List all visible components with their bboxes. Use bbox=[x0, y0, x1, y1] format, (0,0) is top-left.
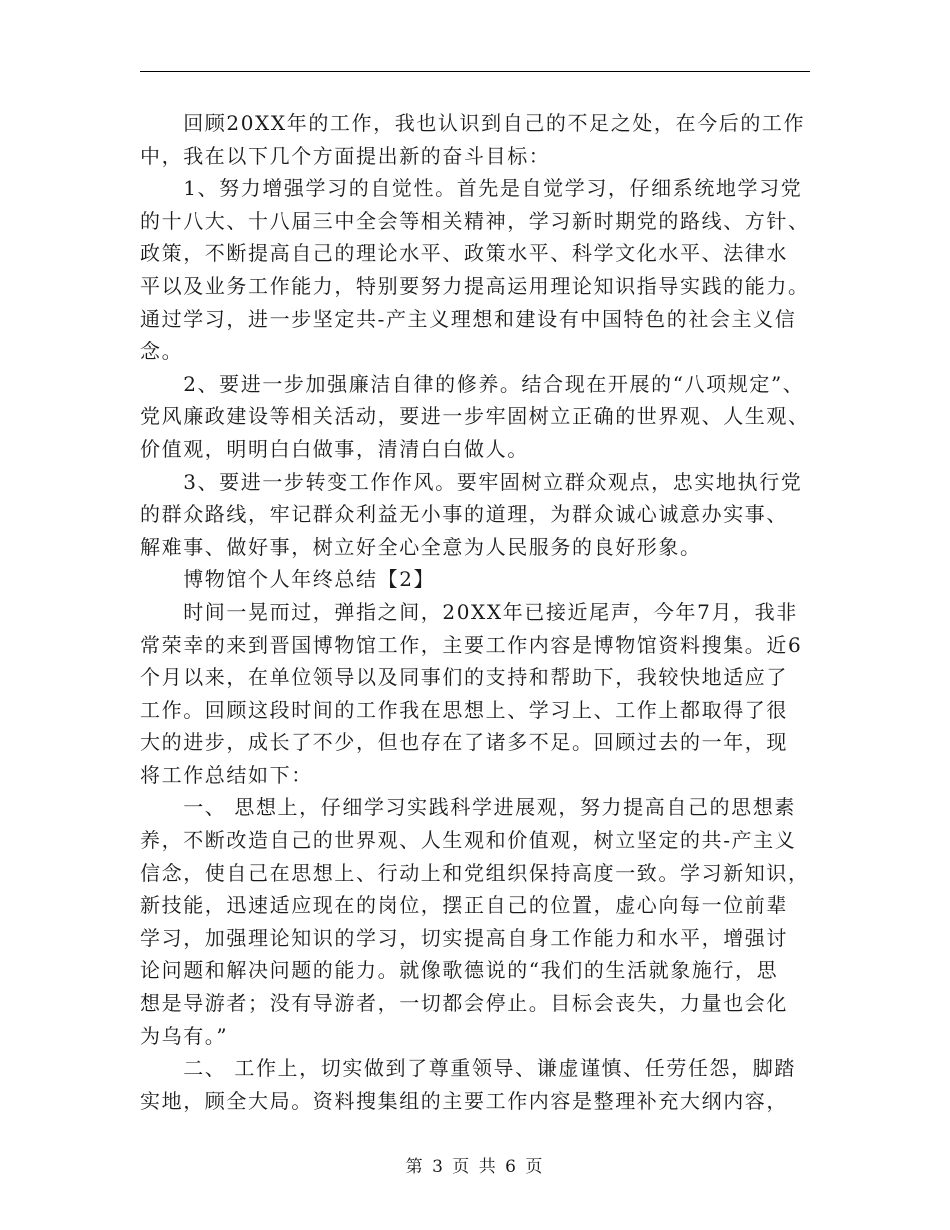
text-line: 养，不断改造自己的世界观、人生观和价值观，树立坚定的共-产主义 bbox=[140, 828, 797, 853]
text-line: 一、 思想上，仔细学习实践科学进展观，努力提高自己的思想素 bbox=[140, 795, 796, 820]
text-line: 的群众路线，牢记群众利益无小事的道理，为群众诚心诚意办实事、 bbox=[140, 502, 788, 527]
text-line: 想是导游者；没有导游者，一切都会停止。目标会丧失，力量也会化 bbox=[140, 991, 788, 1016]
document-body bbox=[140, 107, 810, 1117]
text-line: 个月以来，在单位领导以及同事们的支持和帮助下，我较快地适应了 bbox=[140, 665, 788, 690]
text-line: 1、努力增强学习的自觉性。首先是自觉学习，仔细系统地学习党 bbox=[140, 176, 803, 201]
text-line: 平以及业务工作能力，特别要努力提高运用理论知识指导实践的能力。 bbox=[140, 273, 810, 298]
text-line: 实地，顾全大局。资料搜集组的主要工作内容是整理补充大纲内容， bbox=[140, 1088, 788, 1113]
text-line: 时间一晃而过，弹指之间，20XX年已接近尾声，今年7月，我非 bbox=[140, 599, 798, 624]
text-line: 常荣幸的来到晋国博物馆工作，主要工作内容是博物馆资料搜集。近6 bbox=[140, 632, 803, 657]
header-rule bbox=[140, 71, 810, 72]
page-footer: 第 3 页 共 6 页 bbox=[405, 1157, 545, 1177]
text-line: 新技能，迅速适应现在的岗位，摆正自己的位置，虚心向每一位前辈 bbox=[140, 893, 788, 918]
text-line: 2、要进一步加强廉洁自律的修养。结合现在开展的“八项规定”、 bbox=[140, 371, 805, 396]
text-line: 将工作总结如下： bbox=[140, 762, 313, 787]
text-line: 回顾20XX年的工作，我也认识到自己的不足之处，在今后的工作 bbox=[140, 111, 806, 135]
text-line: 为乌有。” bbox=[140, 1023, 229, 1048]
text-line: 政策，不断提高自己的理论水平、政策水平、科学文化水平、法律水 bbox=[140, 241, 788, 266]
text-line: 3、要进一步转变工作作风。要牢固树立群众观点，忠实地执行党 bbox=[140, 469, 803, 494]
text-line: 党风廉政建设等相关活动，要进一步牢固树立正确的世界观、人生观、 bbox=[140, 404, 810, 429]
text-line: 论问题和解决问题的能力。就像歌德说的“我们的生活就象施行，思 bbox=[140, 958, 779, 983]
text-line: 大的进步，成长了不少，但也存在了诸多不足。回顾过去的一年，现 bbox=[140, 730, 788, 755]
text-line: 二、 工作上，切实做到了尊重领导、谦虚谨慎、任劳任怨，脚踏 bbox=[140, 1056, 796, 1081]
text-line: 博物馆个人年终总结【2】 bbox=[140, 567, 436, 592]
text-line: 中，我在以下几个方面提出新的奋斗目标： bbox=[140, 143, 551, 168]
text-line: 解难事、做好事，树立好全心全意为人民服务的良好形象。 bbox=[140, 534, 702, 559]
text-line: 的十八大、十八届三中全会等相关精神，学习新时期党的路线、方针、 bbox=[140, 208, 810, 233]
text-line: 工作。回顾这段时间的工作我在思想上、学习上、工作上都取得了很 bbox=[140, 697, 788, 722]
text-line: 价值观，明明白白做事，清清白白做人。 bbox=[140, 436, 529, 461]
text-line: 学习，加强理论知识的学习，切实提高自身工作能力和水平，增强讨 bbox=[140, 925, 788, 950]
text-line: 通过学习，进一步坚定共-产主义理想和建设有中国特色的社会主义信 bbox=[140, 306, 797, 331]
text-line: 信念，使自己在思想上、行动上和党组织保持高度一致。学习新知识， bbox=[140, 860, 810, 885]
text-line: 念。 bbox=[140, 339, 184, 364]
